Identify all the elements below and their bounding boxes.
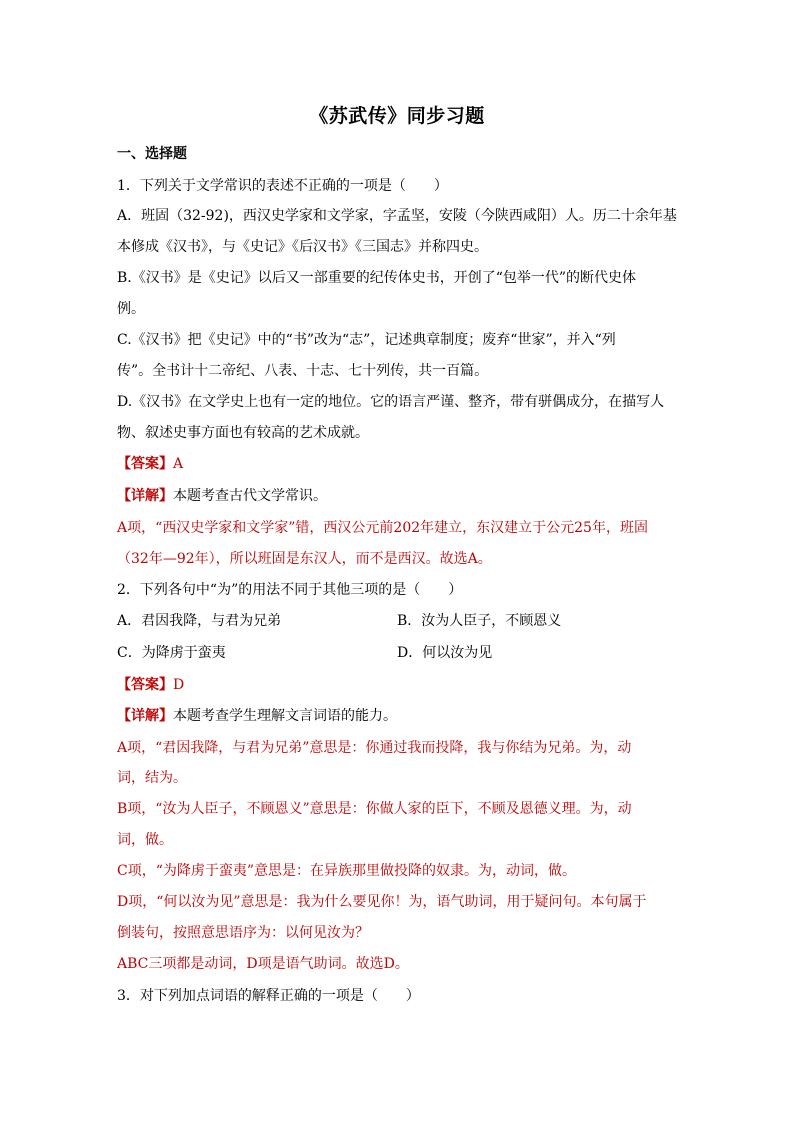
answer-tag: 【答案】 — [117, 677, 173, 693]
q2-exp-b-line1: B项，“汝为人臣子，不顾恩义”意思是：你做人家的臣下，不顾及恩德义理。为，动 — [117, 801, 632, 817]
q2-exp-b-line2: 词，做。 — [117, 832, 173, 848]
q1-explanation-line1: A项，“西汉史学家和文学家”错，西汉公元前202年建立，东汉建立于公元25年，班固 — [117, 520, 648, 536]
page-title: 《苏武传》同步习题 — [309, 105, 485, 127]
answer-value: A — [173, 456, 184, 472]
detail-tag: 【详解】 — [117, 708, 173, 724]
q1-option-b-line2: 例。 — [117, 301, 145, 317]
q1-option-c-line1: C.《汉书》把《史记》中的“书”改为“志”，记述典章制度；废弃“世家”，并入“列 — [117, 332, 616, 348]
q2-detail — [117, 706, 677, 726]
q1-explanation-line2: （32年—92年），所以班固是东汉人，而不是西汉。故选A。 — [117, 551, 492, 567]
q1-detail — [117, 486, 677, 506]
q2-exp-d-line1: D项，“何以汝为见”意思是：我为什么要见你！为，语气助词，用于疑问句。本句属于 — [117, 894, 647, 910]
detail-text: 本题考查古代文学常识。 — [173, 488, 327, 504]
q3-stem: 3．对下列加点词语的解释正确的一项是（ ） — [117, 988, 420, 1004]
q1-stem: 1．下列关于文学常识的表述不正确的一项是（ ） — [117, 178, 448, 194]
q2-option-d: D．何以汝为见 — [397, 645, 493, 661]
q2-option-b: B．汝为人臣子，不顾恩义 — [397, 613, 562, 629]
section-heading: 一、选择题 — [117, 146, 187, 162]
q1-option-c-line2: 传”。全书计十二帝纪、八表、十志、七十列传，共一百篇。 — [117, 363, 489, 379]
q2-option-a: A．君因我降，与君为兄弟 — [117, 613, 282, 629]
q1-option-a-line2: 本修成《汉书》，与《史记》《后汉书》《三国志》并称四史。 — [117, 239, 488, 255]
q2-stem: 2．下列各句中“为”的用法不同于其他三项的是（ ） — [117, 582, 463, 598]
answer-value: D — [173, 677, 185, 693]
q2-exp-d-line2: 倒装句，按照意思语序为：以何见汝为？ — [117, 925, 369, 941]
detail-text: 本题考查学生理解文言词语的能力。 — [173, 708, 397, 724]
q2-options-row2 — [117, 643, 677, 663]
q1-option-d-line1: D.《汉书》在文学史上也有一定的地位。它的语言严谨、整齐，带有骈偶成分，在描写人 — [117, 394, 665, 410]
q2-options-row1 — [117, 611, 677, 631]
q2-exp-a-line1: A项，“君因我降，与君为兄弟”意思是：你通过我而投降，我与你结为兄弟。为，动 — [117, 740, 632, 756]
q2-answer — [117, 675, 677, 695]
q1-option-d-line2: 物、叙述史事方面也有较高的艺术成就。 — [117, 425, 369, 441]
answer-tag: 【答案】 — [117, 456, 173, 472]
q1-option-a-line1: A．班固（32-92)，西汉史学家和文学家，字孟坚，安陵（今陕西咸阳）人。历二十余年基 — [117, 208, 677, 224]
q1-answer — [117, 454, 677, 474]
q2-exp-c: C项，“为降虏于蛮夷”意思是：在异族那里做投降的奴隶。为，动词，做。 — [117, 863, 577, 879]
detail-tag: 【详解】 — [117, 488, 173, 504]
q2-option-c: C．为降虏于蛮夷 — [117, 645, 226, 661]
q2-exp-a-line2: 词，结为。 — [117, 770, 187, 786]
q1-option-b-line1: B.《汉书》是《史记》以后又一部重要的纪传体史书，开创了“包举一代”的断代史体 — [117, 270, 637, 286]
q2-exp-summary: ABC三项都是动词，D项是语气助词。故选D。 — [117, 956, 409, 972]
